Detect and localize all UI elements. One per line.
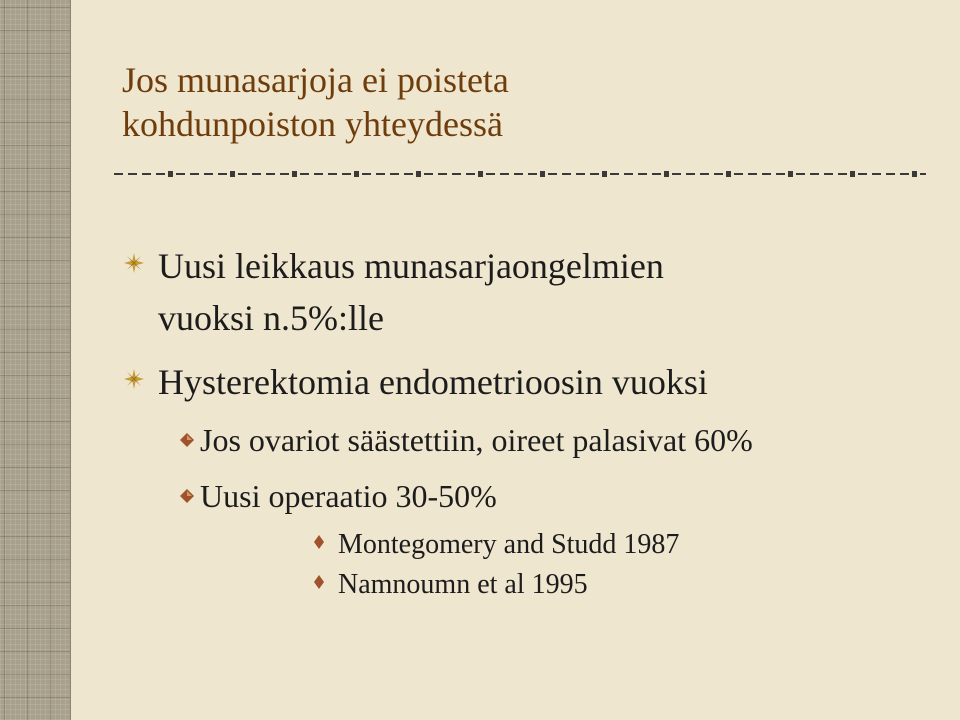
title-line-1: Jos munasarjoja ei poisteta xyxy=(122,60,509,100)
small-diamond-icon xyxy=(314,535,324,549)
diamond-icon xyxy=(180,433,194,447)
small-diamond-icon xyxy=(314,575,324,589)
title-line-2: kohdunpoiston yhteydessä xyxy=(122,104,503,144)
star-burst-icon xyxy=(124,253,144,273)
sub-sub-bullet-1: Montegomery and Studd 1987 xyxy=(338,529,680,560)
star-burst-icon xyxy=(124,369,144,389)
sub-bullet-2: Uusi operaatio 30-50% xyxy=(200,478,497,514)
sub-sub-bullet-2: Namnoumn et al 1995 xyxy=(338,569,588,600)
diamond-icon xyxy=(180,489,194,503)
bullet-1-line-1: Uusi leikkaus munasarjaongelmien xyxy=(158,246,664,286)
sub-bullet-1: Jos ovariot säästettiin, oireet palasivat 60% xyxy=(200,422,753,458)
bullet-2-line-1: Hysterektomia endometrioosin vuoksi xyxy=(158,362,708,402)
bullet-1-line-2: vuoksi n.5%:lle xyxy=(158,298,384,338)
